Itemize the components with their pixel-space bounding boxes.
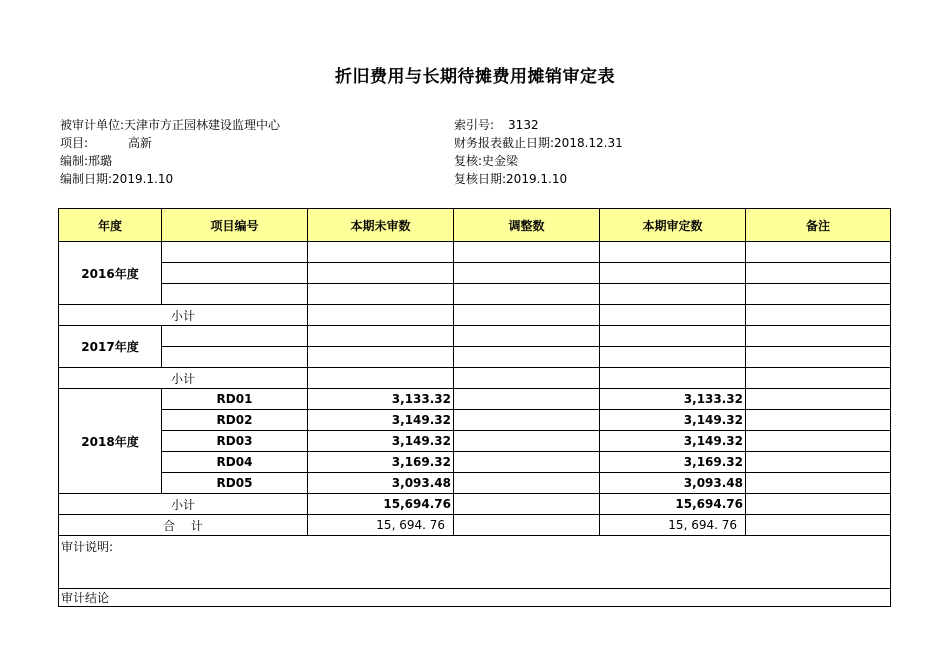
unaudited-value: 3,093.48 xyxy=(308,473,454,494)
adjustment-value xyxy=(454,410,600,431)
subtotal-row-2016 xyxy=(59,305,891,326)
unaudited-value: 3,149.32 xyxy=(308,410,454,431)
audit-note-label: 审计说明: xyxy=(59,536,891,589)
audit-conclusion-label: 审计结论 xyxy=(59,589,891,607)
subtotal-row-2018 xyxy=(59,494,891,515)
unaudited-value: 3,169.32 xyxy=(308,452,454,473)
prep-date xyxy=(60,170,173,187)
item-code: RD03 xyxy=(162,431,308,452)
index-value: 3132 xyxy=(508,118,539,132)
preparer-value: 邢璐 xyxy=(88,154,113,168)
reviewer xyxy=(454,152,518,169)
reviewer-value: 史金梁 xyxy=(482,154,519,168)
header-remarks: 备注 xyxy=(746,209,891,242)
table-row xyxy=(59,431,891,452)
report-date-label: 财务报表截止日期: xyxy=(454,136,555,150)
total-unaudited: 15, 694. 76 xyxy=(308,515,454,536)
report-date-value: 2018.12.31 xyxy=(554,136,623,150)
unaudited-value: 3,133.32 xyxy=(308,389,454,410)
audit-conclusion-row xyxy=(59,589,891,607)
total-audited: 15, 694. 76 xyxy=(600,515,746,536)
review-date-label: 复核日期: xyxy=(454,172,507,186)
preparer-label: 编制: xyxy=(60,154,89,168)
table-row xyxy=(59,263,891,284)
prep-date-label: 编制日期: xyxy=(60,172,113,186)
year-2016: 2016年度 xyxy=(59,242,162,305)
total-row xyxy=(59,515,891,536)
header-year: 年度 xyxy=(59,209,162,242)
table-row xyxy=(59,242,891,263)
audited-value: 3,149.32 xyxy=(600,431,746,452)
year-2017: 2017年度 xyxy=(59,326,162,368)
year-2018: 2018年度 xyxy=(59,389,162,494)
subtotal-label: 小计 xyxy=(59,494,308,515)
item-code: RD05 xyxy=(162,473,308,494)
project-label: 项目: xyxy=(60,136,89,150)
total-label: 合 计 xyxy=(59,515,308,536)
audited-value: 3,149.32 xyxy=(600,410,746,431)
audited-value: 3,093.48 xyxy=(600,473,746,494)
report-date xyxy=(454,134,623,151)
header-adjustment: 调整数 xyxy=(454,209,600,242)
project-value: 高新 xyxy=(128,136,153,150)
table-row xyxy=(59,452,891,473)
audited-value: 3,133.32 xyxy=(600,389,746,410)
item-code: RD02 xyxy=(162,410,308,431)
review-date-value: 2019.1.10 xyxy=(506,172,568,186)
project xyxy=(60,134,152,151)
unaudited-value: 3,149.32 xyxy=(308,431,454,452)
header-audited: 本期审定数 xyxy=(600,209,746,242)
table-row xyxy=(59,389,891,410)
subtotal-row-2017 xyxy=(59,368,891,389)
table-header-row xyxy=(59,209,891,242)
table-row xyxy=(59,284,891,305)
audited-value: 3,169.32 xyxy=(600,452,746,473)
index-label: 索引号: xyxy=(454,118,495,132)
subtotal-label: 小计 xyxy=(59,368,308,389)
table-row xyxy=(59,473,891,494)
adjustment-value xyxy=(454,389,600,410)
review-date xyxy=(454,170,567,187)
item-code: RD01 xyxy=(162,389,308,410)
audited-unit-label: 被审计单位: xyxy=(60,118,125,132)
reviewer-label: 复核: xyxy=(454,154,483,168)
header-unaudited: 本期未审数 xyxy=(308,209,454,242)
audit-note-row xyxy=(59,536,891,589)
audit-table xyxy=(58,208,891,607)
subtotal-unaudited: 15,694.76 xyxy=(308,494,454,515)
table-row xyxy=(59,347,891,368)
table-row xyxy=(59,410,891,431)
subtotal-audited: 15,694.76 xyxy=(600,494,746,515)
adjustment-value xyxy=(454,452,600,473)
prep-date-value: 2019.1.10 xyxy=(112,172,174,186)
index-number xyxy=(454,116,539,133)
page-title: 折旧费用与长期待摊费用摊销审定表 xyxy=(335,67,615,87)
item-code: RD04 xyxy=(162,452,308,473)
table-row xyxy=(59,326,891,347)
subtotal-label: 小计 xyxy=(59,305,308,326)
audited-unit-value: 天津市方正园林建设监理中心 xyxy=(124,118,281,132)
header-item-code: 项目编号 xyxy=(162,209,308,242)
preparer xyxy=(60,152,112,169)
audited-unit xyxy=(60,116,280,133)
adjustment-value xyxy=(454,473,600,494)
adjustment-value xyxy=(454,431,600,452)
